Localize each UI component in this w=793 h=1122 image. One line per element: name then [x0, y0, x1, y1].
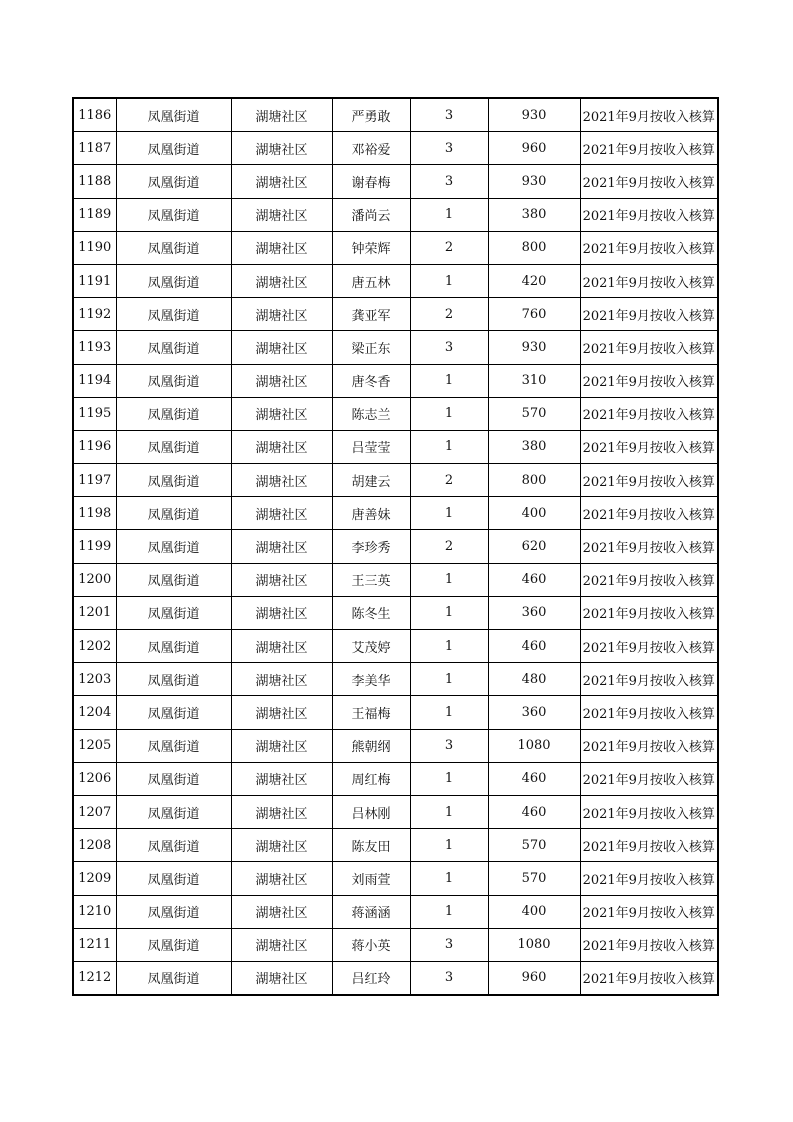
household-size-cell: 1 — [410, 630, 488, 663]
household-size-cell: 1 — [410, 795, 488, 828]
street-cell: 凤凰街道 — [116, 264, 231, 297]
table-row — [73, 231, 718, 264]
household-size-cell: 3 — [410, 98, 488, 132]
note-cell: 2021年9月按收入核算 — [580, 862, 718, 895]
community-cell: 湖塘社区 — [231, 264, 332, 297]
row-number-cell: 1201 — [73, 596, 116, 629]
household-size-cell: 1 — [410, 397, 488, 430]
community-cell: 湖塘社区 — [231, 762, 332, 795]
household-size-cell: 1 — [410, 895, 488, 928]
row-number-cell: 1206 — [73, 762, 116, 795]
note-cell: 2021年9月按收入核算 — [580, 331, 718, 364]
table-row — [73, 663, 718, 696]
community-cell: 湖塘社区 — [231, 696, 332, 729]
community-cell: 湖塘社区 — [231, 132, 332, 165]
household-size-cell: 1 — [410, 696, 488, 729]
street-cell: 凤凰街道 — [116, 464, 231, 497]
amount-cell: 360 — [488, 696, 580, 729]
amount-cell: 400 — [488, 497, 580, 530]
table-row — [73, 795, 718, 828]
table-row — [73, 762, 718, 795]
amount-cell: 620 — [488, 530, 580, 563]
name-cell: 王福梅 — [332, 696, 410, 729]
community-cell: 湖塘社区 — [231, 862, 332, 895]
table-row — [73, 862, 718, 895]
name-cell: 梁正东 — [332, 331, 410, 364]
street-cell: 凤凰街道 — [116, 596, 231, 629]
community-cell: 湖塘社区 — [231, 563, 332, 596]
table-row — [73, 132, 718, 165]
household-size-cell: 3 — [410, 961, 488, 995]
household-size-cell: 2 — [410, 464, 488, 497]
note-cell: 2021年9月按收入核算 — [580, 231, 718, 264]
community-cell: 湖塘社区 — [231, 895, 332, 928]
name-cell: 王三英 — [332, 563, 410, 596]
table-row — [73, 264, 718, 297]
table-row — [73, 298, 718, 331]
street-cell: 凤凰街道 — [116, 762, 231, 795]
note-cell: 2021年9月按收入核算 — [580, 165, 718, 198]
street-cell: 凤凰街道 — [116, 231, 231, 264]
name-cell: 唐五林 — [332, 264, 410, 297]
note-cell: 2021年9月按收入核算 — [580, 364, 718, 397]
community-cell: 湖塘社区 — [231, 530, 332, 563]
table-row — [73, 563, 718, 596]
table-row — [73, 630, 718, 663]
name-cell: 吕莹莹 — [332, 430, 410, 463]
table-row — [73, 165, 718, 198]
name-cell: 熊朝纲 — [332, 729, 410, 762]
records-table — [72, 97, 719, 996]
name-cell: 蒋涵涵 — [332, 895, 410, 928]
note-cell: 2021年9月按收入核算 — [580, 497, 718, 530]
records-body — [73, 98, 718, 995]
row-number-cell: 1210 — [73, 895, 116, 928]
community-cell: 湖塘社区 — [231, 497, 332, 530]
note-cell: 2021年9月按收入核算 — [580, 928, 718, 961]
community-cell: 湖塘社区 — [231, 928, 332, 961]
note-cell: 2021年9月按收入核算 — [580, 829, 718, 862]
row-number-cell: 1211 — [73, 928, 116, 961]
note-cell: 2021年9月按收入核算 — [580, 298, 718, 331]
household-size-cell: 2 — [410, 530, 488, 563]
name-cell: 陈友田 — [332, 829, 410, 862]
row-number-cell: 1203 — [73, 663, 116, 696]
household-size-cell: 1 — [410, 596, 488, 629]
name-cell: 艾茂婷 — [332, 630, 410, 663]
street-cell: 凤凰街道 — [116, 630, 231, 663]
street-cell: 凤凰街道 — [116, 795, 231, 828]
row-number-cell: 1192 — [73, 298, 116, 331]
street-cell: 凤凰街道 — [116, 132, 231, 165]
amount-cell: 760 — [488, 298, 580, 331]
household-size-cell: 3 — [410, 331, 488, 364]
household-size-cell: 1 — [410, 829, 488, 862]
note-cell: 2021年9月按收入核算 — [580, 630, 718, 663]
note-cell: 2021年9月按收入核算 — [580, 663, 718, 696]
name-cell: 李珍秀 — [332, 530, 410, 563]
table-row — [73, 98, 718, 132]
name-cell: 钟荣辉 — [332, 231, 410, 264]
row-number-cell: 1200 — [73, 563, 116, 596]
name-cell: 刘雨萱 — [332, 862, 410, 895]
row-number-cell: 1191 — [73, 264, 116, 297]
table-row — [73, 364, 718, 397]
row-number-cell: 1186 — [73, 98, 116, 132]
amount-cell: 930 — [488, 331, 580, 364]
community-cell: 湖塘社区 — [231, 464, 332, 497]
household-size-cell: 1 — [410, 663, 488, 696]
name-cell: 周红梅 — [332, 762, 410, 795]
street-cell: 凤凰街道 — [116, 928, 231, 961]
name-cell: 龚亚军 — [332, 298, 410, 331]
amount-cell: 380 — [488, 430, 580, 463]
street-cell: 凤凰街道 — [116, 530, 231, 563]
row-number-cell: 1207 — [73, 795, 116, 828]
note-cell: 2021年9月按收入核算 — [580, 563, 718, 596]
name-cell: 陈冬生 — [332, 596, 410, 629]
street-cell: 凤凰街道 — [116, 165, 231, 198]
street-cell: 凤凰街道 — [116, 364, 231, 397]
row-number-cell: 1197 — [73, 464, 116, 497]
note-cell: 2021年9月按收入核算 — [580, 430, 718, 463]
community-cell: 湖塘社区 — [231, 596, 332, 629]
amount-cell: 460 — [488, 762, 580, 795]
amount-cell: 1080 — [488, 729, 580, 762]
amount-cell: 460 — [488, 630, 580, 663]
row-number-cell: 1187 — [73, 132, 116, 165]
note-cell: 2021年9月按收入核算 — [580, 132, 718, 165]
amount-cell: 360 — [488, 596, 580, 629]
community-cell: 湖塘社区 — [231, 165, 332, 198]
community-cell: 湖塘社区 — [231, 961, 332, 995]
amount-cell: 930 — [488, 98, 580, 132]
household-size-cell: 2 — [410, 298, 488, 331]
note-cell: 2021年9月按收入核算 — [580, 729, 718, 762]
community-cell: 湖塘社区 — [231, 795, 332, 828]
amount-cell: 570 — [488, 862, 580, 895]
name-cell: 蒋小英 — [332, 928, 410, 961]
street-cell: 凤凰街道 — [116, 298, 231, 331]
street-cell: 凤凰街道 — [116, 397, 231, 430]
community-cell: 湖塘社区 — [231, 298, 332, 331]
household-size-cell: 1 — [410, 563, 488, 596]
table-row — [73, 596, 718, 629]
household-size-cell: 1 — [410, 264, 488, 297]
name-cell: 陈志兰 — [332, 397, 410, 430]
street-cell: 凤凰街道 — [116, 663, 231, 696]
table-row — [73, 464, 718, 497]
amount-cell: 800 — [488, 464, 580, 497]
street-cell: 凤凰街道 — [116, 497, 231, 530]
table-row — [73, 430, 718, 463]
street-cell: 凤凰街道 — [116, 895, 231, 928]
household-size-cell: 1 — [410, 198, 488, 231]
row-number-cell: 1204 — [73, 696, 116, 729]
community-cell: 湖塘社区 — [231, 98, 332, 132]
street-cell: 凤凰街道 — [116, 862, 231, 895]
table-row — [73, 696, 718, 729]
name-cell: 李美华 — [332, 663, 410, 696]
table-row — [73, 928, 718, 961]
note-cell: 2021年9月按收入核算 — [580, 895, 718, 928]
amount-cell: 570 — [488, 829, 580, 862]
name-cell: 胡建云 — [332, 464, 410, 497]
row-number-cell: 1198 — [73, 497, 116, 530]
community-cell: 湖塘社区 — [231, 729, 332, 762]
row-number-cell: 1190 — [73, 231, 116, 264]
table-row — [73, 530, 718, 563]
amount-cell: 420 — [488, 264, 580, 297]
amount-cell: 400 — [488, 895, 580, 928]
street-cell: 凤凰街道 — [116, 430, 231, 463]
amount-cell: 960 — [488, 961, 580, 995]
street-cell: 凤凰街道 — [116, 331, 231, 364]
table-row — [73, 829, 718, 862]
table-row — [73, 198, 718, 231]
name-cell: 严勇敢 — [332, 98, 410, 132]
name-cell: 潘尚云 — [332, 198, 410, 231]
household-size-cell: 2 — [410, 231, 488, 264]
street-cell: 凤凰街道 — [116, 98, 231, 132]
name-cell: 唐善妹 — [332, 497, 410, 530]
amount-cell: 960 — [488, 132, 580, 165]
street-cell: 凤凰街道 — [116, 961, 231, 995]
community-cell: 湖塘社区 — [231, 231, 332, 264]
row-number-cell: 1202 — [73, 630, 116, 663]
community-cell: 湖塘社区 — [231, 397, 332, 430]
name-cell: 唐冬香 — [332, 364, 410, 397]
community-cell: 湖塘社区 — [231, 630, 332, 663]
amount-cell: 1080 — [488, 928, 580, 961]
note-cell: 2021年9月按收入核算 — [580, 98, 718, 132]
row-number-cell: 1205 — [73, 729, 116, 762]
street-cell: 凤凰街道 — [116, 563, 231, 596]
table-row — [73, 961, 718, 995]
household-size-cell: 3 — [410, 165, 488, 198]
table-row — [73, 397, 718, 430]
row-number-cell: 1196 — [73, 430, 116, 463]
household-size-cell: 1 — [410, 430, 488, 463]
community-cell: 湖塘社区 — [231, 663, 332, 696]
street-cell: 凤凰街道 — [116, 729, 231, 762]
household-size-cell: 1 — [410, 762, 488, 795]
note-cell: 2021年9月按收入核算 — [580, 198, 718, 231]
amount-cell: 460 — [488, 795, 580, 828]
household-size-cell: 1 — [410, 862, 488, 895]
amount-cell: 460 — [488, 563, 580, 596]
note-cell: 2021年9月按收入核算 — [580, 596, 718, 629]
community-cell: 湖塘社区 — [231, 430, 332, 463]
note-cell: 2021年9月按收入核算 — [580, 961, 718, 995]
community-cell: 湖塘社区 — [231, 331, 332, 364]
amount-cell: 310 — [488, 364, 580, 397]
row-number-cell: 1209 — [73, 862, 116, 895]
row-number-cell: 1188 — [73, 165, 116, 198]
name-cell: 谢春梅 — [332, 165, 410, 198]
table-row — [73, 895, 718, 928]
row-number-cell: 1193 — [73, 331, 116, 364]
row-number-cell: 1212 — [73, 961, 116, 995]
household-size-cell: 1 — [410, 497, 488, 530]
household-size-cell: 3 — [410, 928, 488, 961]
table-row — [73, 331, 718, 364]
row-number-cell: 1195 — [73, 397, 116, 430]
name-cell: 吕林刚 — [332, 795, 410, 828]
amount-cell: 570 — [488, 397, 580, 430]
amount-cell: 480 — [488, 663, 580, 696]
row-number-cell: 1194 — [73, 364, 116, 397]
row-number-cell: 1189 — [73, 198, 116, 231]
name-cell: 吕红玲 — [332, 961, 410, 995]
household-size-cell: 1 — [410, 364, 488, 397]
street-cell: 凤凰街道 — [116, 198, 231, 231]
household-size-cell: 3 — [410, 132, 488, 165]
community-cell: 湖塘社区 — [231, 829, 332, 862]
street-cell: 凤凰街道 — [116, 829, 231, 862]
note-cell: 2021年9月按收入核算 — [580, 696, 718, 729]
row-number-cell: 1208 — [73, 829, 116, 862]
community-cell: 湖塘社区 — [231, 198, 332, 231]
amount-cell: 930 — [488, 165, 580, 198]
note-cell: 2021年9月按收入核算 — [580, 464, 718, 497]
name-cell: 邓裕爱 — [332, 132, 410, 165]
note-cell: 2021年9月按收入核算 — [580, 530, 718, 563]
street-cell: 凤凰街道 — [116, 696, 231, 729]
note-cell: 2021年9月按收入核算 — [580, 264, 718, 297]
household-size-cell: 3 — [410, 729, 488, 762]
amount-cell: 380 — [488, 198, 580, 231]
amount-cell: 800 — [488, 231, 580, 264]
note-cell: 2021年9月按收入核算 — [580, 795, 718, 828]
table-row — [73, 729, 718, 762]
note-cell: 2021年9月按收入核算 — [580, 397, 718, 430]
table-row — [73, 497, 718, 530]
row-number-cell: 1199 — [73, 530, 116, 563]
note-cell: 2021年9月按收入核算 — [580, 762, 718, 795]
community-cell: 湖塘社区 — [231, 364, 332, 397]
